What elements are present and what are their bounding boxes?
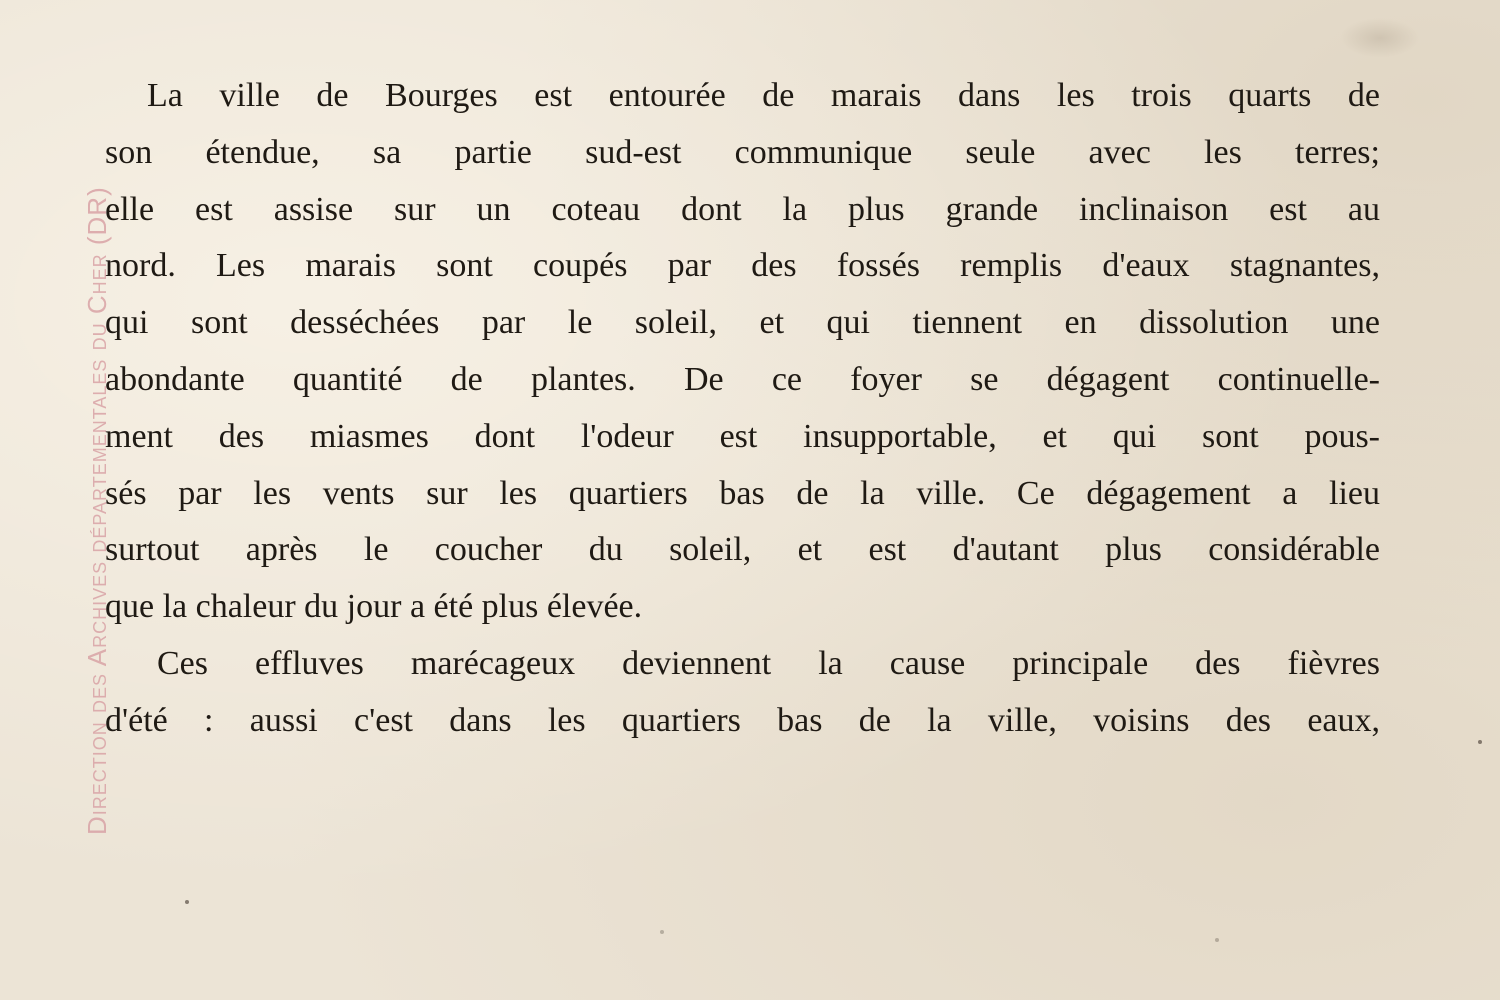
text-line: La ville de Bourges est entourée de marais dans les trois quarts de	[147, 77, 1380, 114]
archive-stamp: Direction des Archives départementales du Cher (DR)	[82, 186, 112, 835]
text-line: que la chaleur du jour a été plus élevée.	[105, 588, 643, 626]
paper-speck	[185, 900, 189, 904]
paper-speck	[1478, 740, 1482, 744]
text-line: Ces effluves marécageux deviennent la cause principale des fièvres	[157, 644, 1380, 682]
paper-speck	[660, 930, 664, 934]
text-line: abondante quantité de plantes. De ce foyer se dégagent continuelle-	[105, 360, 1380, 398]
paragraph-2	[105, 636, 1380, 750]
paragraph-1	[105, 68, 1380, 636]
text-line: d'été : aussi c'est dans les quartiers bas de la ville, voisins des eaux,	[105, 701, 1380, 739]
text-line: nord. Les marais sont coupés par des fossés remplis d'eaux stagnantes,	[105, 247, 1380, 285]
body-text	[105, 68, 1380, 750]
text-line: ment des miasmes dont l'odeur est insupportable, et qui sont pous-	[105, 417, 1380, 455]
bleed-through-text	[1340, 18, 1420, 58]
text-line: qui sont desséchées par le soleil, et qui tiennent en dissolution une	[105, 304, 1380, 342]
paper-speck	[1215, 938, 1219, 942]
text-line: surtout après le coucher du soleil, et est d'autant plus considérable	[105, 531, 1380, 569]
text-line: son étendue, sa partie sud-est communique seule avec les terres;	[105, 133, 1380, 171]
text-line: elle est assise sur un coteau dont la plus grande inclinaison est au	[105, 190, 1380, 228]
text-line: sés par les vents sur les quartiers bas de la ville. Ce dégagement a lieu	[105, 474, 1380, 512]
